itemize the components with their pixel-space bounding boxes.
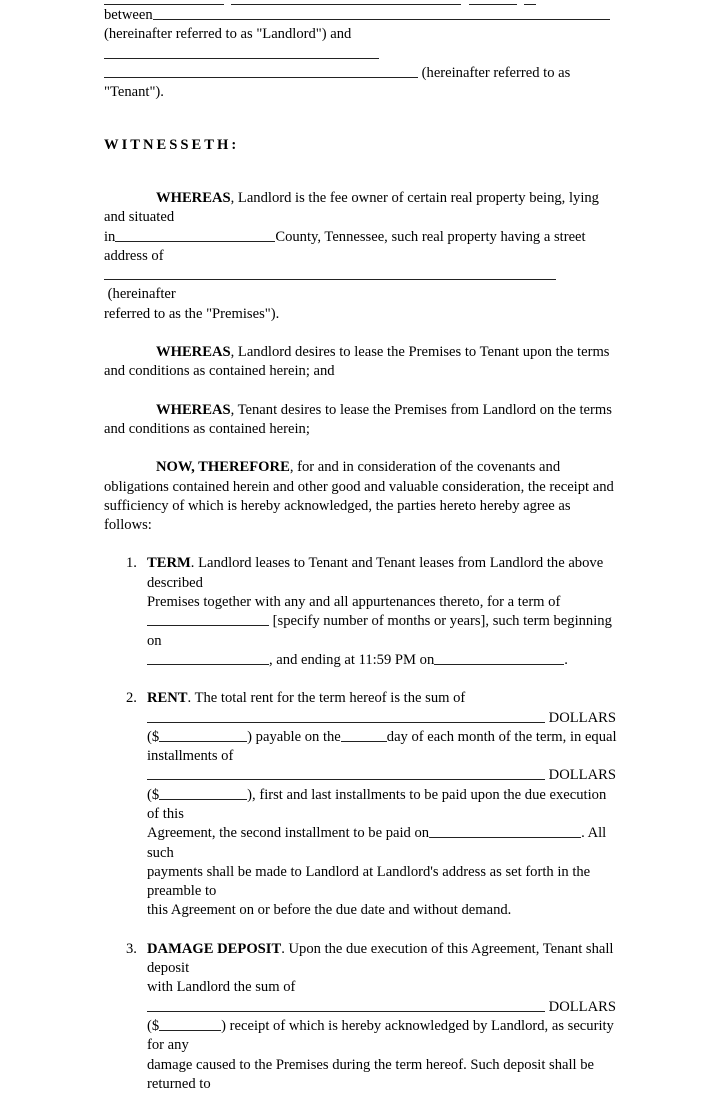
- landlord-label: (hereinafter referred to as "Landlord") and: [104, 26, 352, 43]
- recital-3: [104, 401, 620, 440]
- clause-rent-text-7b: . All such: [147, 825, 607, 861]
- clause-term-text-3: [specify number of months or years], such term beginning on: [147, 613, 612, 649]
- clipped-bottom-line: damage caused to the Premises during the term hereof. Such deposit shall be returned to: [147, 1056, 595, 1092]
- preamble-landlord-line: [104, 25, 620, 64]
- recital-1-line-2: [104, 228, 620, 267]
- clause-rent-title: RENT: [147, 690, 188, 707]
- clause-damage-deposit-paren-open: ($: [147, 1017, 160, 1034]
- now-therefore-text: , for and in consideration of the covenants and obligations contained herein and other good and valuable consideration, the receipt and sufficiency of which is hereby acknowledged, the parties hereto hereby agree as follows:: [104, 459, 614, 534]
- clause-rent-text-1: . The total rent for the term hereof is the sum of: [187, 690, 466, 707]
- clause-rent-text-7a: Agreement, the second installment to be paid on: [147, 825, 430, 842]
- clause-rent-dollars-2: DOLLARS: [548, 767, 616, 784]
- witnesseth-heading: WITNESSETH:: [104, 137, 240, 154]
- clause-rent-line-5: [147, 766, 620, 785]
- clause-rent-dollars-1: DOLLARS: [548, 709, 616, 726]
- rent-installment-numeric-blank[interactable]: [159, 786, 247, 799]
- between-blank[interactable]: [153, 7, 610, 20]
- rent-total-amount-blank[interactable]: [147, 709, 545, 722]
- clause-rent-paren-open-1: ($: [147, 728, 160, 745]
- clause-damage-deposit-dollars: DOLLARS: [548, 998, 616, 1015]
- clause-rent-line-2: [147, 709, 620, 728]
- clause-term: [104, 554, 620, 670]
- recital-2-text: , Landlord desires to lease the Premises to Tenant upon the terms and conditions as contained herein; and: [104, 344, 610, 380]
- term-length-blank[interactable]: [147, 613, 269, 626]
- clause-term-number: 1.: [126, 555, 137, 572]
- recital-1-hereinafter: (hereinafter: [107, 286, 176, 303]
- clause-rent-line-1: [147, 689, 620, 708]
- clause-rent-line-9: this Agreement on or before the due date and without demand.: [147, 902, 512, 919]
- preamble-between-line: [104, 6, 620, 25]
- preamble-tenant-line: [104, 64, 620, 103]
- clause-damage-deposit-line-2: with Landlord the sum of: [147, 979, 296, 996]
- clause-rent-text-3b: day of each month of the term, in equal: [386, 728, 617, 745]
- recital-3-lead: WHEREAS: [156, 401, 231, 418]
- tenant-label: (hereinafter referred to as "Tenant").: [104, 64, 571, 101]
- clause-rent-line-6: [147, 786, 620, 825]
- clause-term-text-4: , and ending at 11:59 PM on: [269, 651, 435, 668]
- recital-1-line-3: [104, 266, 620, 305]
- clause-rent: [104, 689, 620, 921]
- recital-1-lead: WHEREAS: [156, 189, 231, 206]
- clause-damage-deposit-line-3: [147, 998, 620, 1017]
- document-body: [104, 0, 620, 1094]
- rent-day-blank[interactable]: [341, 728, 387, 741]
- clause-term-line-2: Premises together with any and all appurtenances thereto, for a term of: [147, 594, 561, 611]
- clause-rent-line-8: payments shall be made to Landlord at Landlord's address as set forth in the preamble to: [147, 863, 591, 900]
- clause-damage-deposit-text-1: . Upon the due execution of this Agreement, Tenant shall deposit: [147, 940, 614, 977]
- clause-damage-deposit: [104, 940, 620, 1094]
- clause-rent-paren-open-2: ($: [147, 786, 160, 803]
- clause-term-line-1: [147, 554, 620, 593]
- recital-2: [104, 343, 620, 382]
- recital-1-county-text: County, Tennessee, such real property having a street address of: [104, 228, 586, 264]
- deposit-numeric-blank[interactable]: [159, 1018, 221, 1031]
- clause-damage-deposit-number: 3.: [126, 940, 137, 957]
- term-end-blank[interactable]: [434, 651, 564, 664]
- clause-term-period: .: [564, 651, 568, 668]
- rent-second-installment-date-blank[interactable]: [429, 825, 581, 838]
- tenant-blank[interactable]: [104, 64, 418, 77]
- clause-rent-text-3: ) payable on the: [247, 728, 341, 745]
- clause-rent-line-7: [147, 824, 620, 863]
- recital-2-lead: WHEREAS: [156, 344, 231, 361]
- clause-term-text-1: . Landlord leases to Tenant and Tenant leases from Landlord the above described: [147, 555, 604, 591]
- clause-rent-line-4: installments of: [147, 748, 234, 765]
- recital-3-text: , Tenant desires to lease the Premises from Landlord on the terms and conditions as contained herein;: [104, 401, 612, 437]
- clause-rent-number: 2.: [126, 690, 137, 707]
- clause-term-line-4: [147, 651, 620, 670]
- recital-1-line-1: [104, 189, 620, 228]
- recital-1-line-4: referred to as the "Premises").: [104, 305, 280, 322]
- between-label: between: [104, 7, 153, 23]
- clause-rent-line-3: [147, 728, 620, 747]
- landlord-blank[interactable]: [104, 45, 379, 58]
- recital-1-in-label: in: [104, 228, 116, 245]
- recital-1-text: , Landlord is the fee owner of certain real property being, lying and situated: [104, 189, 599, 226]
- county-blank[interactable]: [115, 228, 275, 241]
- rent-installment-amount-blank[interactable]: [147, 767, 545, 780]
- clause-damage-deposit-text-4: ) receipt of which is hereby acknowledged by Landlord, as security for any: [147, 1017, 614, 1054]
- clause-damage-deposit-line-4: [147, 1017, 620, 1056]
- now-therefore-lead: NOW, THEREFORE: [156, 459, 290, 476]
- clause-term-line-3: [147, 612, 620, 651]
- clause-damage-deposit-line-1: [147, 940, 620, 979]
- clause-term-title: TERM: [147, 555, 191, 572]
- now-therefore-paragraph: [104, 458, 620, 535]
- clause-damage-deposit-title: DAMAGE DEPOSIT: [147, 940, 282, 957]
- clause-rent-text-6: ), first and last installments to be paid upon the due execution of this: [147, 786, 607, 822]
- address-blank[interactable]: [104, 267, 556, 280]
- deposit-amount-blank[interactable]: [147, 998, 545, 1011]
- term-begin-blank[interactable]: [147, 651, 269, 664]
- rent-total-numeric-blank[interactable]: [159, 728, 247, 741]
